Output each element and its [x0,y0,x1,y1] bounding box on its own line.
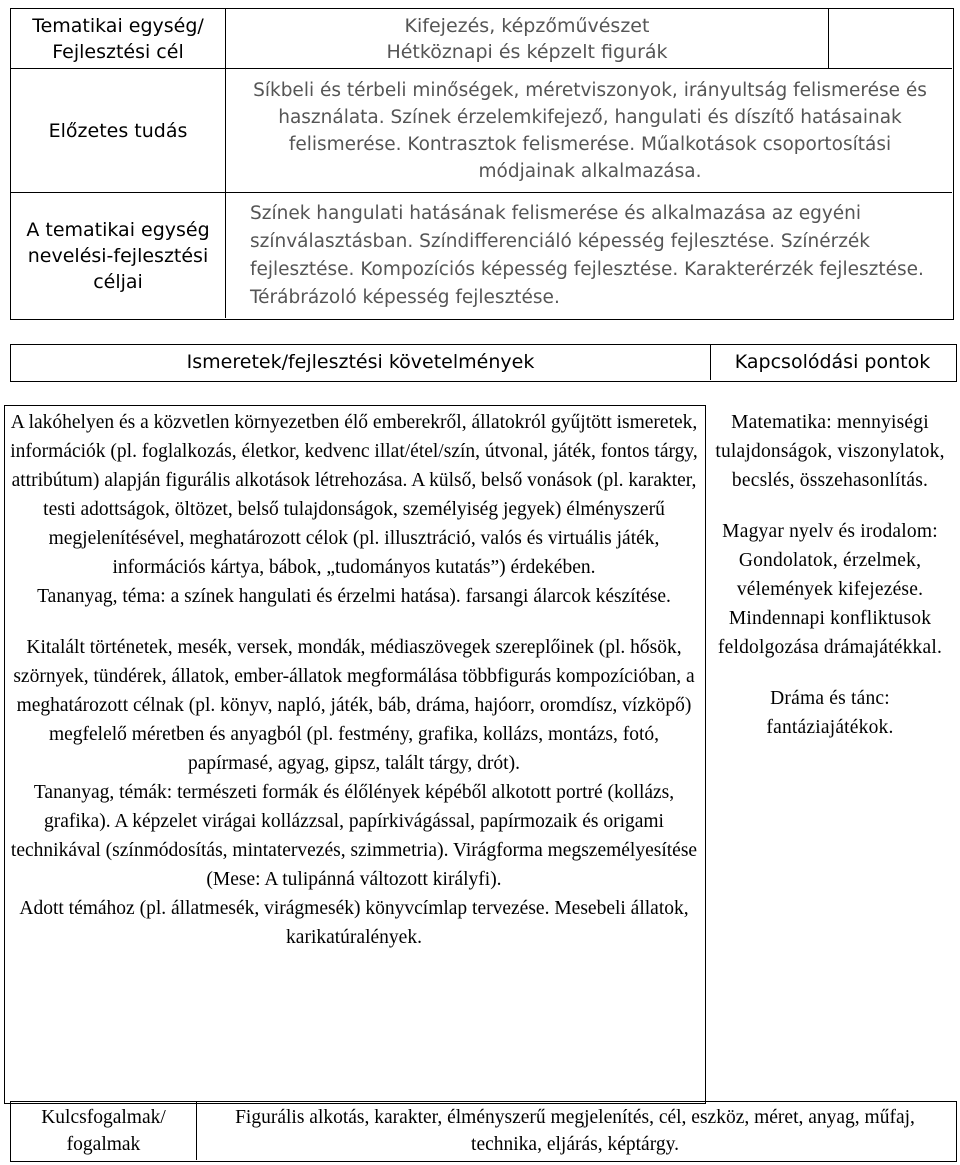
goals-text: Színek hangulati hatásának felismerése és alkalmazása az egyéni színválasztásban. Színdifferenciáló képesség fejlesztése. Színérzék fejlesztése. Kompozíciós képesség fejlesztése. Karakterérzék fejlesztése. Térábrázoló képesség fejlesztése. [250,202,924,308]
key-concepts-label: Kulcsfogalmak/ fogalmak [41,1106,166,1155]
connection-math: Matematika: mennyiségi tulajdonságok, viszonylatok, becslés, összehasonlítás. [715,412,945,491]
requirements-cell [8,408,700,1096]
header-value-line2: Hétköznapi és képzelt figurák [386,40,668,63]
connections-cell [712,408,948,878]
key-concepts-divider [196,1101,197,1160]
header-value-line1: Kifejezés, képzőművészet [404,14,650,37]
requirements-paragraph-2: Tananyag, téma: a színek hangulati és érzelmi hatása). farsangi álarcok készítése. [37,586,671,607]
requirements-paragraph-1: A lakóhelyen és a közvetlen környezetben élő emberekről, állatokról gyűjtött ismeretek, információk (pl. foglalkozás, életkor, kedvenc illat/étel/szín, útvonal, játék, fontos tárgy, attribútum) alapján figurális alkotások létrehozása. A külső, belső vonások (pl. karakter, testi adottságok, öltözet, belső tulajdonságok, személyiség jegyek) élményszerű megjelenítésével, meghatározott célok (pl. illusztráció, valós és virtuális játék, információs kártya, bábok, „tudományos kutatás”) érdekében. [10,412,698,578]
header-value [226,9,828,68]
connection-literature: Magyar nyelv és irodalom: Gondolatok, érzelmek, vélemények kifejezése. Mindennapi konfliktusok feldolgozása drámajátékkal. [717,521,943,658]
prior-knowledge-label: Előzetes tudás [48,119,188,142]
key-concepts-text: Figurális alkotás, karakter, élményszerű megjelenítés, cél, eszköz, méret, anyag, műfaj, technika, eljárás, képtárgy. [235,1106,915,1155]
connection-drama: Dráma és tánc: fantáziajátékok. [766,688,894,738]
top-table-header-split [828,8,829,68]
requirements-paragraph-5: Adott témához (pl. állatmesék, virágmesék) könyvcímlap tervezése. Mesebeli állatok, karikatúralények. [19,898,689,948]
goals-label: A tematikai egység nevelési-fejlesztési céljai [26,218,210,293]
requirements-header: Ismeretek/fejlesztési követelmények [186,351,535,373]
header-label: Tematikai egység/ Fejlesztési cél [32,14,204,63]
requirements-paragraph-3: Kitalált történetek, mesék, versek, mondák, médiaszövegek szereplőinek (pl. hősök, szörnyek, tündérek, állatok, ember-állatok megformálása többfigurás kompozícióban, a meghatározott célnak (pl. könyv, napló, játék, báb, dráma, hajóorr, oromdísz, vízköpő) megfelelő méretben és anyagból (pl. festmény, grafika, kollázs, montázs, fotó, papírmasé, agyag, gipsz, talált tárgy, drót). [13,637,695,774]
requirements-paragraph-4: Tananyag, témák: természeti formák és élőlények képéből alkotott portré (kollázs, grafika). A képzelet virágai kollázzsal, papírkivágással, papírmozaik és origami technikával (színmódosítás, mintatervezés, szimmetria). Virágforma megszemélyesítése (Mese: A tulipánná változott királyfi). [10,782,698,890]
prior-knowledge-text: Síkbeli és térbeli minőségek, méretviszonyok, irányultság felismerése és használata. Színek érzelemkifejező, hangulati és díszítő hatásainak felismerése. Kontrasztok felismerése. Műalkotások csoportosítási módjainak alkalmazása. [253,79,927,182]
connections-header: Kapcsolódási pontok [734,351,931,373]
